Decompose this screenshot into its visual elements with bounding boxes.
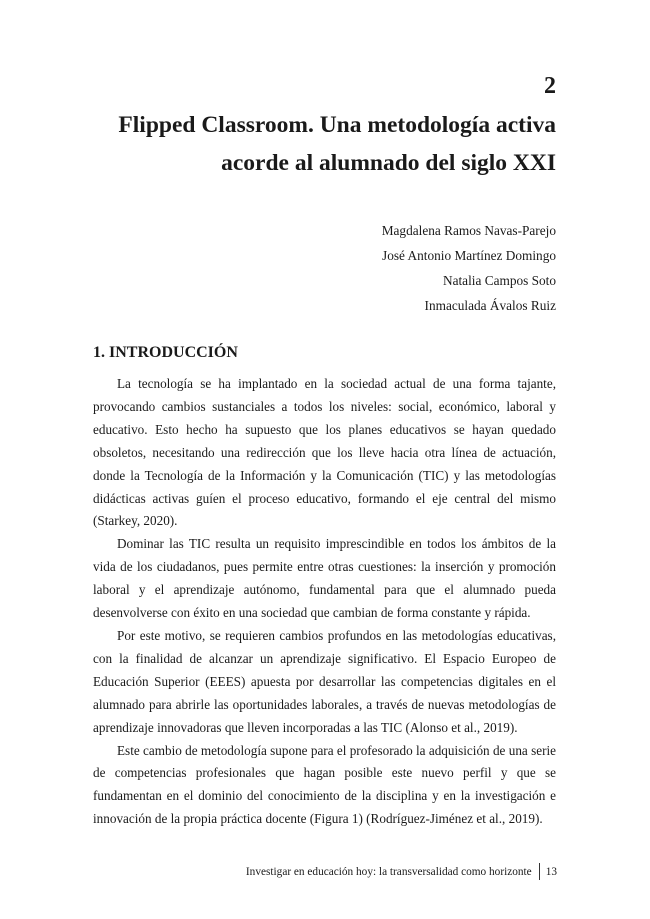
author-list	[382, 218, 556, 318]
footer-divider	[539, 863, 540, 880]
body-text	[93, 373, 556, 831]
paragraph: Este cambio de metodología supone para el profesorado la adquisición de una serie de competencias profesionales que hagan posible este nuevo perfil y que se fundamentan en el dominio del conocimiento de la disciplina y en la investigación e innovación de la propia práctica docente (Figura 1) (Rodríguez-Jiménez et al., 2019).	[93, 742, 556, 827]
page-number: 13	[545, 865, 557, 878]
paragraph: La tecnología se ha implantado en la sociedad actual de una forma tajante, provocando cambios sustanciales a todos los niveles: social, económico, laboral y educativo. Esto hecho ha supuesto que los planes educativos se hayan quedado obsoletos, necesitando una redirección que los lleve hacia otra línea de actuación, donde la Tecnología de la Información y la Comunicación (TIC) y las metodologías didácticas activas guíen el proceso educativo, formando el eje central del mismo (Starkey, 2020).	[93, 376, 556, 529]
chapter-number: 2	[544, 73, 556, 99]
paragraph: Por este motivo, se requieren cambios profundos en las metodologías educativas, con la finalidad de alcanzar un aprendizaje significativo. El Espacio Europeo de Educación Superior (EEES) apuesta por desarrollar las competencias digitales en el alumnado para abrirle las oportunidades laborales, a través de nuevas metodologías de aprendizaje innovadoras que lleven incorporadas a las TIC (Alonso et al., 2019).	[93, 627, 556, 735]
author-name: José Antonio Martínez Domingo	[382, 248, 556, 263]
section-heading: 1. INTRODUCCIÓN	[93, 344, 238, 361]
footer-book-title: Investigar en educación hoy: la transversalidad como horizonte	[245, 865, 532, 878]
page-footer	[246, 863, 557, 880]
author-name: Magdalena Ramos Navas-Parejo	[381, 223, 556, 238]
author-name: Inmaculada Ávalos Ruiz	[424, 298, 556, 313]
chapter-title	[96, 106, 556, 182]
chapter-title-line-1: Flipped Classroom. Una metodología activa	[118, 112, 556, 138]
author-name: Natalia Campos Soto	[442, 273, 556, 288]
chapter-title-line-2: acorde al alumnado del siglo XXI	[221, 150, 556, 176]
paragraph: Dominar las TIC resulta un requisito imprescindible en todos los ámbitos de la vida de los ciudadanos, pues permite entre otras cuestiones: la inserción y promoción laboral y el aprendizaje autónomo, fundamental para que el alumnado pueda desenvolverse con éxito en una sociedad que cambian de forma constante y rápida.	[93, 536, 556, 621]
